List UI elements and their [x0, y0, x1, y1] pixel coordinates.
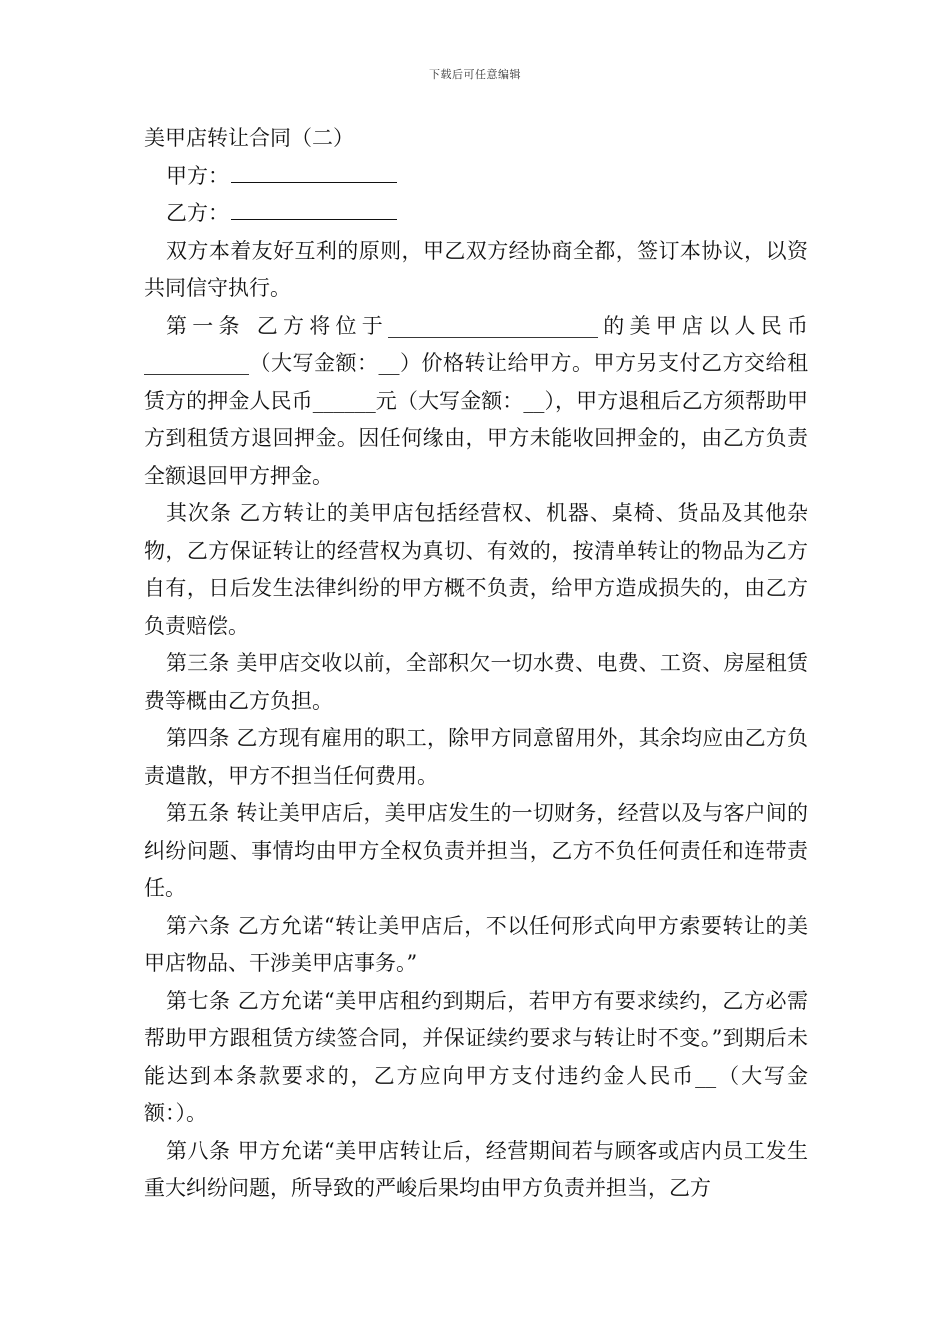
paragraph-article-1: 第一条 乙方将位于____________________的美甲店以人民币__________（大写金额：__）价格转让给甲方。甲方另支付乙方交给租赁方的押金人民币______元（大写金额：__），甲方退租后乙方须帮助甲方到租赁方退回押金。因任何缘由，甲方未能收回押金的，由乙方负责全额退回甲方押金。	[144, 313, 808, 488]
document-body	[144, 120, 808, 1208]
paragraph-preamble: 双方本着友好互利的原则，甲乙双方经协商全都，签订本协议，以资共同信守执行。	[144, 238, 808, 300]
paragraph-article-3: 第三条 美甲店交收以前，全部积欠一切水费、电费、工资、房屋租赁费等概由乙方负担。	[144, 651, 808, 713]
party-b-line	[144, 195, 808, 233]
document-title: 美甲店转让合同（二）	[144, 126, 354, 150]
paragraph-article-8: 第八条 甲方允诺“美甲店转让后，经营期间若与顾客或店内员工发生重大纠纷问题，所导致的严峻后果均由甲方负责并担当，乙方	[144, 1138, 808, 1200]
paragraph-article-2: 其次条 乙方转让的美甲店包括经营权、机器、桌椅、货品及其他杂物，乙方保证转让的经营权为真切、有效的，按清单转让的物品为乙方自有，日后发生法律纠纷的甲方概不负责，给甲方造成损失的，由乙方负责赔偿。	[144, 501, 808, 638]
paragraph-article-7: 第七条 乙方允诺“美甲店租约到期后，若甲方有要求续约，乙方必需帮助甲方跟租赁方续签合同，并保证续约要求与转让时不变。”到期后未能达到本条款要求的，乙方应向甲方支付违约金人民币__（大写金额：）。	[144, 988, 808, 1125]
party-a-label: 甲方：	[166, 163, 229, 188]
paragraph-article-5: 第五条 转让美甲店后，美甲店发生的一切财务，经营以及与客户间的纠纷问题、事情均由甲方全权负责并担当，乙方不负任何责任和连带责任。	[144, 801, 808, 900]
party-b-label: 乙方：	[166, 201, 229, 225]
page-header-note: 下载后可任意编辑	[429, 68, 521, 81]
party-b-blank	[231, 199, 397, 220]
paragraph-article-6: 第六条 乙方允诺“转让美甲店后，不以任何形式向甲方索要转让的美甲店物品、干涉美甲店事务。”	[144, 913, 808, 975]
party-a-blank	[231, 162, 397, 183]
paragraph-article-4: 第四条 乙方现有雇用的职工，除甲方同意留用外，其余均应由乙方负责遣散，甲方不担当任何费用。	[144, 726, 808, 788]
party-a-line	[144, 158, 808, 196]
